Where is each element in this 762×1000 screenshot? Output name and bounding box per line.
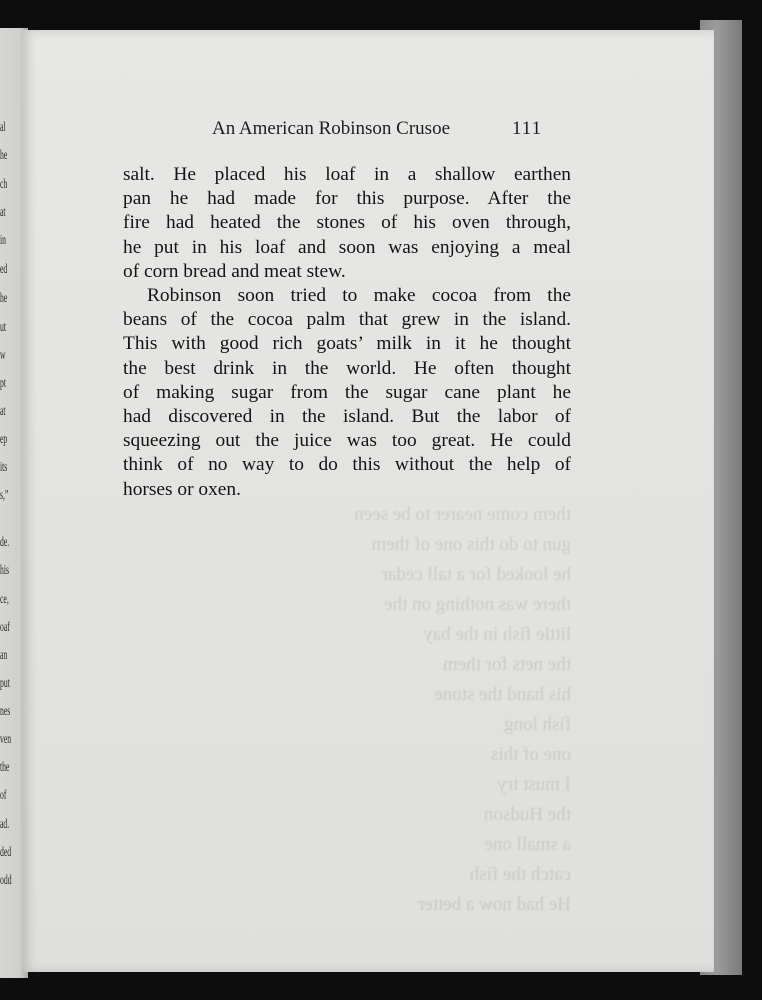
facing-page-text-fragment: its	[0, 460, 8, 475]
running-title: An American Robinson Crusoe	[212, 118, 451, 139]
text-line: think of no way to do this without the help of	[123, 454, 571, 476]
text-line: fire had heated the stones of his oven through,	[123, 212, 571, 234]
facing-page-text-fragment: ch	[0, 177, 8, 192]
facing-page-text-fragment: he	[0, 291, 8, 306]
facing-page-text-fragment: of	[0, 788, 7, 803]
text-line: the best drink in the world. He often thought	[123, 357, 571, 379]
text-line: squeezing out the juice was too great. He could	[123, 430, 571, 452]
facing-page-text-fragment: ce,	[0, 592, 9, 607]
facing-page-text-fragment: de.	[0, 535, 10, 550]
facing-page-text-fragment: ut	[0, 320, 6, 335]
facing-page-text-fragment: ed	[0, 262, 8, 277]
facing-page-text-fragment: he	[0, 148, 8, 163]
text-line: salt. He placed his loaf in a shallow earthen	[123, 164, 571, 185]
page-header	[22, 118, 714, 148]
text-line: had discovered in the island. But the labor of	[123, 406, 571, 428]
text-line: he put in his loaf and soon was enjoying a meal	[123, 236, 571, 258]
facing-page-text-fragment: nes	[0, 704, 11, 719]
book-page	[22, 30, 714, 972]
facing-page-text-fragment: at	[0, 205, 6, 220]
facing-page-text-fragment: an	[0, 648, 8, 663]
facing-page-text-fragment: oaf	[0, 620, 10, 635]
facing-page-text-fragment: odd	[0, 873, 12, 888]
facing-page-text-fragment: w	[0, 348, 6, 363]
text-line: beans of the cocoa palm that grew in the island.	[123, 309, 571, 331]
facing-page-text-fragment: s,”	[0, 488, 9, 503]
facing-page-text-fragment: ad.	[0, 817, 10, 832]
paragraph	[123, 163, 571, 284]
facing-page-text-fragment: ded	[0, 845, 12, 860]
text-line: pan he had made for this purpose. After the	[123, 188, 571, 210]
facing-page-text-fragment: al	[0, 120, 6, 135]
facing-page-text-fragment: in	[0, 233, 6, 248]
facing-page-text-fragment: the	[0, 760, 10, 775]
text-line: horses or oxen.	[123, 478, 241, 500]
facing-page-text-fragment: ven	[0, 732, 12, 747]
text-line: Robinson soon tried to make cocoa from the	[147, 285, 571, 307]
facing-page-text-fragment: ep	[0, 432, 8, 447]
paragraph	[123, 284, 571, 502]
text-line: This with good rich goats’ milk in it he thought	[123, 333, 571, 355]
facing-page-text-fragment: at	[0, 404, 6, 419]
text-line: of making sugar from the sugar cane plant he	[123, 381, 571, 403]
facing-page-text-fragment: his	[0, 563, 9, 578]
show-through-text: them come nearer to be seen gun to do this one of them he looked for a tall cedar there was nothing on the little fish in the bay the nets for them his hand the stone fish long one of this I must try the Hudson a small one catch the fish He had now a better	[354, 504, 571, 915]
page-number: 111	[512, 118, 543, 139]
facing-page-text-fragment: pt	[0, 376, 6, 391]
text-line: of corn bread and meat stew.	[123, 260, 346, 282]
body-text	[123, 163, 571, 502]
facing-page-text-fragment: put	[0, 676, 10, 691]
